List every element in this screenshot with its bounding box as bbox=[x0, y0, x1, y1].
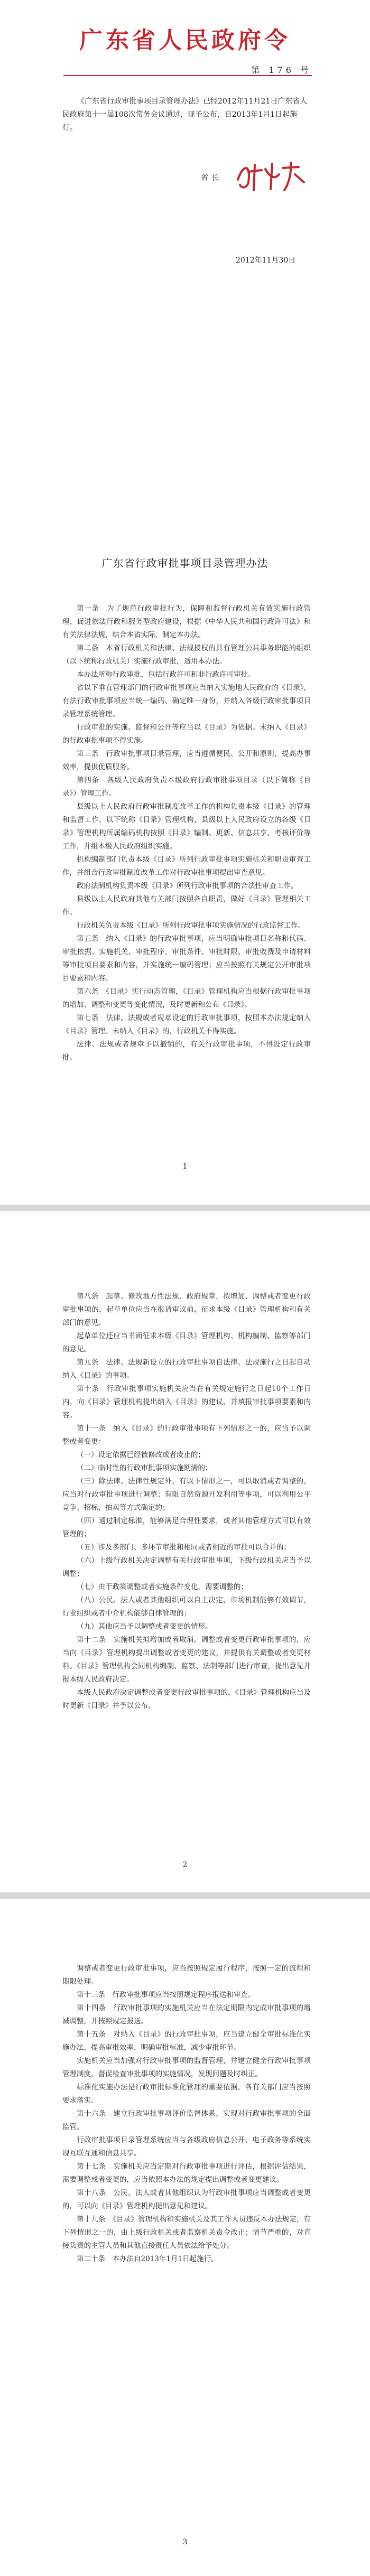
article: 第十五条 对纳入《目录》的行政审批事项，应当建立健全审批标准化实施办法，提高审批效率，明确审批标准，减少审批环节。 bbox=[62, 2030, 311, 2052]
decree-preface: 《广东省行政审批事项目录管理办法》已经2012年11月21日广东省人民政府第十一届108次常务会议通过，现予公布，自2013年1月1日起施行。 bbox=[62, 97, 308, 132]
article: 第六条 《目录》实行动态管理，《目录》管理机构应当根据行政审批事项的增加、调整和变更等变化情况，及时更新和公布《目录》。 bbox=[62, 987, 311, 1009]
article: （四）通过制定标准，能够满足合理性要求，或者其他管理方式可以有效管理的； bbox=[62, 1517, 311, 1538]
signing-date: 2012年11月30日 bbox=[236, 256, 296, 265]
decree-title: 广东省人民政府令 bbox=[79, 27, 291, 54]
page-3 bbox=[0, 1899, 370, 2576]
article: 标准化实施办法是行政审批标准化管理的重要依据，各有关部门应当按照要求落实。 bbox=[62, 2083, 311, 2105]
article: 第十四条 行政审批事项的实施机关应当在法定期限内完成审批事项的增减调整，并按照规定报送。 bbox=[62, 2004, 311, 2026]
article: 第九条 法律、法规新设立的行政审批事项自法律、法规施行之日起自动纳入《目录》的事项。 bbox=[62, 1358, 311, 1380]
document-title: 广东省行政审批事项目录管理办法 bbox=[101, 557, 269, 570]
article: 第一条 为了规范行政审批行为，保障和监督行政机关有效实施行政管理，促进依法行政和服务型政府建设，根据《中华人民共和国行政许可法》和有关法律法规，结合本省实际，制定本办法。 bbox=[62, 604, 311, 639]
article: （一）设定依据已经被修改或者废止的； bbox=[77, 1451, 205, 1459]
article: 第五条 纳入《目录》的行政审批事项，应当明确审批项目名称和代码、审批依据、实施机关、审批程序、审批条件、审批时限、审批收费及申请材料等审批项目要素和内容，并实施统一编码管理；应当按照有关规定公开审批项目要素和内容。 bbox=[62, 935, 311, 983]
article: 本级人民政府决定调整或者变更行政审批事项的，《目录》管理机构应当及时更新《目录》并予以公布。 bbox=[62, 1688, 311, 1710]
article: 行政审批事项目录管理系统应当与各级政府信息公开、电子政务等系统实现互联互通和信息共享。 bbox=[62, 2136, 311, 2158]
article: 调整或者变更行政审批事项，应当按照规定履行程序，按照一定的流程和期限处理。 bbox=[62, 1964, 311, 1986]
article: 行政机关负责本级《目录》所列行政审批事项实施情况的行政监督工作。 bbox=[77, 921, 305, 930]
page-number: 2 bbox=[182, 1861, 188, 1869]
page-1 bbox=[0, 0, 370, 1171]
article: 政府法制机构负责本级《目录》所列行政审批事项的合法性审查工作。 bbox=[77, 882, 298, 890]
page-2-body bbox=[62, 1290, 311, 1713]
article: 第三条 行政审批事项目录管理，应当遵循便民、公开和原则，提高办事效率，提供优质服务。 bbox=[62, 750, 311, 771]
article: 省以下垂直管理部门的行政审批事项应当纳入实施地人民政府的《目录》，有法行政审批事项应当统一编码、确定唯一身份，并纳入各级行政审批事项目录管理系统管理。 bbox=[62, 684, 311, 718]
article: 行政审批的实施、监督和公开等应当以《目录》为依据。未纳入《目录》的行政审批事项不得实施。 bbox=[62, 723, 311, 745]
article: 起草单位还应当书面征求本级《目录》管理机构、机构编制、监察等部门的意见。 bbox=[62, 1332, 311, 1354]
page-number: 3 bbox=[182, 2538, 188, 2546]
article: 第十七条 实施机关应当定期对行政审批事项进行评估，根据评估结果，需要调整或者变更的，应当依照本办法的规定提出调整或者变更建议。 bbox=[62, 2162, 311, 2184]
governor-label: 省长 bbox=[201, 174, 222, 182]
page-divider bbox=[0, 1892, 370, 1899]
article: 第十一条 纳入《目录》的行政审批事项有下列情形之一的，应当予以调整或者变更： bbox=[62, 1424, 311, 1446]
article: （五）涉及多部门、多环节审批和相同或者相近的审批可以合并的； bbox=[77, 1543, 291, 1552]
red-rule bbox=[63, 75, 312, 76]
article: 第十六条 建立行政审批事项评价监督体系，实现对行政审批事项的全面监管。 bbox=[62, 2110, 311, 2131]
article: 第十条 行政审批事项实施机关应当在有关规定施行之日起10个工作日内，向《目录》管理机构提出纳入《目录》的建议，并填报审批事项要素和内容。 bbox=[62, 1385, 311, 1420]
article: （九）其他应当予以调整或者变更的情形。 bbox=[77, 1622, 212, 1631]
page-3-body bbox=[62, 1962, 311, 2266]
article: 法律、法规或者规章予以撤销的，有关行政审批事项，不得设定行政审批。 bbox=[62, 1040, 311, 1062]
article: （二）临时性的行政审批事项实施期满的； bbox=[77, 1464, 212, 1472]
article: 县级以上人民政府其他有关部门按照各自职责，做好《目录》管理相关工作。 bbox=[62, 895, 311, 917]
article: 机构编制部门负责本级《目录》所列行政审批事项实施机关和职责审查工作，并组合行政审批制度改革工作对行政审批事项提出审查意见。 bbox=[62, 855, 311, 877]
page-divider bbox=[0, 1205, 370, 1211]
page-2 bbox=[0, 1211, 370, 1892]
article: 第二十条 本办法自2013年1月1日起施行。 bbox=[77, 2255, 218, 2263]
article: 第十八条 公民、法人或者其他组织认为行政审批事项应当调整或者变更的，可以向《目录》管理机构提出意见和建议。 bbox=[62, 2189, 311, 2210]
article: （三）除法律、法律性规定外，有以下情形之一，可以取消或者调整的，应当对行政审批事项进行调整；有限自然资源开发利用等事项，可以利用公平竞争、招标、拍卖等方式确定的； bbox=[62, 1477, 311, 1512]
article: （七）由于政策调整或者实施条件变化，需要调整的； bbox=[77, 1583, 248, 1591]
article: 县级以上人民政府行政审批制度改革工作的机构负责本级《目录》的管理和监督工作，以下统称《目录》管理机构，县级以上人民政府设立的各级《目录》管理机构所属编码机构按照《目录》编制、更新、信息共享、考核评价等工作，并组本级人民政府组织实施。 bbox=[62, 802, 311, 851]
article: 第八条 起草、修改地方性法规、政府规章，拟增加、调整或者变更行政审批事项的，起草单位应当在报请审议前，征求本级《目录》管理机构和有关部门的意见。 bbox=[62, 1292, 311, 1327]
page-1-body bbox=[62, 602, 311, 1065]
article: 实施机关应当加强对行政审批事项的监督管理，并建立健全行政审批事项管理制度，督促检查审批事项的实施情况，发现问题及时纠正。 bbox=[62, 2057, 311, 2078]
decree-number: 第 176 号 bbox=[251, 65, 312, 75]
article: 第十二条 实施机关拟增加或者取消、调整或者变更行政审批事项的，应当向《目录》管理机构提出调整或者变更的建议，并提供有关调整或者变更材料。《目录》管理机构会同机构编制、监察、法制等部门进行审查，提出意见并报本级人民政府决定。 bbox=[62, 1636, 311, 1684]
governor-signature bbox=[233, 158, 312, 198]
article: 第四条 各级人民政府负责本级政府行政审批事项目录（以下简称《目录》）管理工作。 bbox=[62, 776, 311, 798]
article: 本办法所称行政审批，包括行政许可和非行政许可审批。 bbox=[77, 670, 255, 679]
article: 第十九条 《目录》管理机构和实施机关及其工作人员违反本办法规定，有下列情形之一的，由上级行政机关或者监察机关责令改正；情节严重的，对直接负责的主管人员和其他直接责任人员依法给予处分。 bbox=[62, 2215, 311, 2250]
article: 第七条 法律、法规或者规章设定的行政审批事项，按照本办法规定纳入《目录》管理。未纳入《目录》的，行政机关不得实施。 bbox=[62, 1014, 311, 1035]
article: （六）上级行政机关决定调整有关行政审批事项，下级行政机关应当予以调整； bbox=[62, 1556, 311, 1578]
article: 第二条 本省行政机关和法律、法规授权的具有管理公共事务职能的组织（以下统称行政机关）实施行政审批，适用本办法。 bbox=[62, 644, 311, 666]
article: （八）公民、法人或者其他组织可以自主决定，市场机制能够有效调节，行业组织或者中介机构能够自律管理的； bbox=[62, 1596, 311, 1618]
article: 第十三条 行政审批事项应当按照规定程序报送和审查。 bbox=[77, 1991, 255, 1999]
page-number: 1 bbox=[182, 1162, 188, 1171]
